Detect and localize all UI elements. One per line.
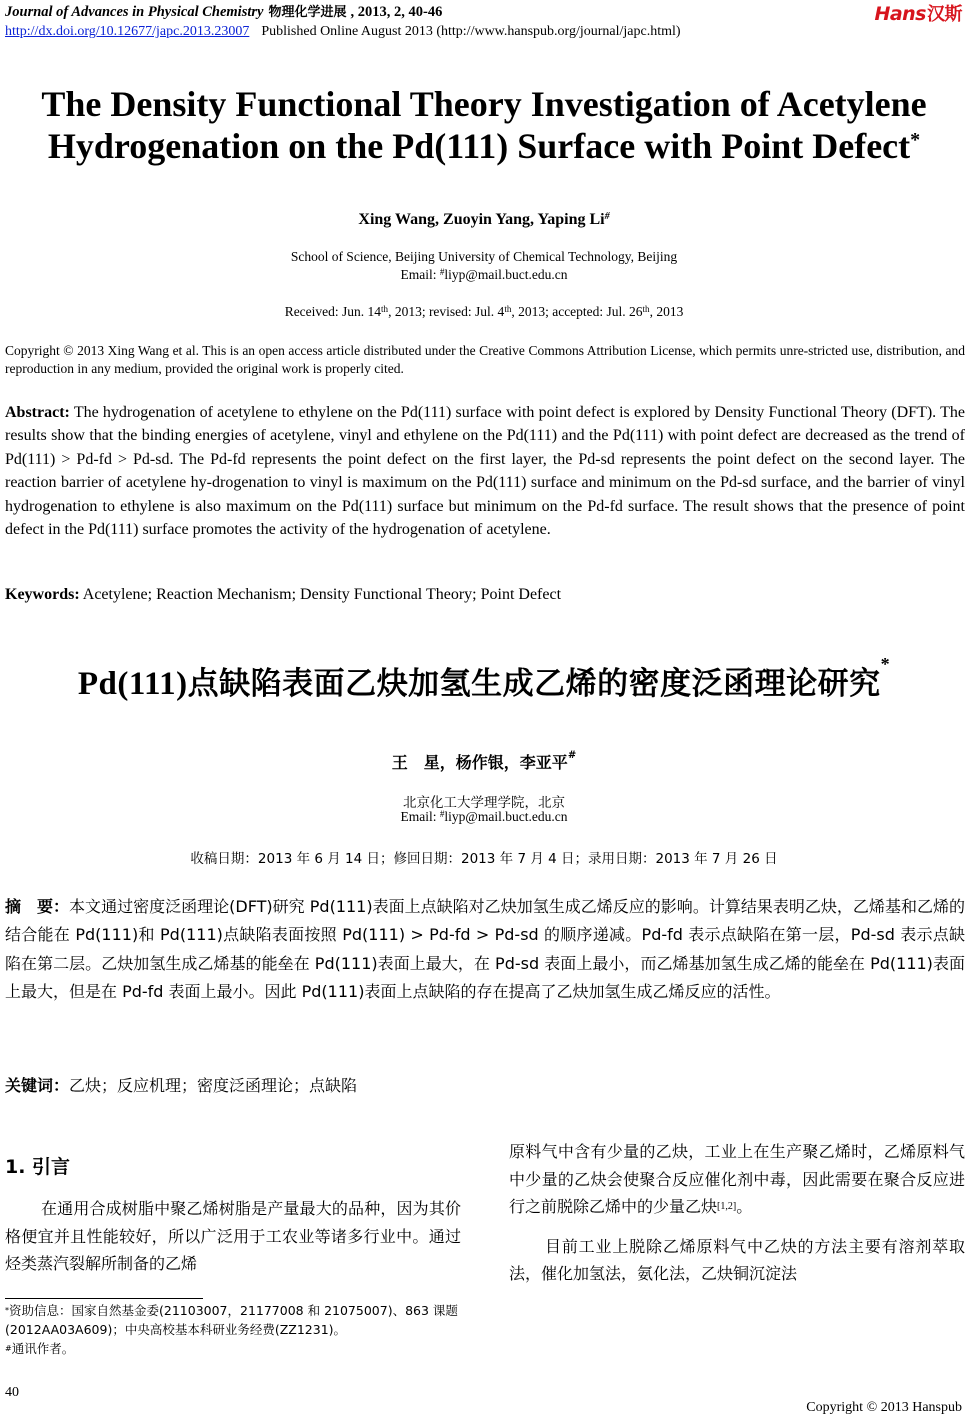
journal-volume: , 2013, 2, 40-46: [350, 4, 443, 20]
title-footnote-mark: *: [910, 129, 921, 151]
body-paragraph: 目前工业上脱除乙烯原料气中乙炔的方法主要有溶剂萃取法，催化加氢法，氨化法，乙炔铜沉淀法: [509, 1236, 965, 1284]
email-address[interactable]: liyp@mail.buct.edu.cn: [444, 267, 568, 282]
cn-paper-title: Pd(111)点缺陷表面乙炔加氢生成乙烯的密度泛函理论研究*: [77, 654, 891, 702]
footnote-rule: [5, 1298, 203, 1299]
citation[interactable]: [1,2]: [717, 1201, 737, 1213]
body-column-left: 在通用合成树脂中聚乙烯树脂是产量最大的品种，因为其价格便宜并且性能较好，所以广泛用于工农业等诸多行业中。通过烃类蒸汽裂解所制备的乙烯: [5, 1199, 461, 1274]
body-column-right: [509, 1138, 965, 1288]
footer-copyright: Copyright © 2013 Hanspub: [806, 1400, 962, 1415]
corresponding-note: #通讯作者。: [5, 1341, 75, 1356]
keywords-text: Acetylene; Reaction Mechanism; Density Functional Theory; Point Defect: [79, 586, 562, 603]
journal-header: [5, 1, 442, 21]
doi-line: [5, 24, 681, 40]
page-number: 40: [5, 1385, 19, 1400]
cn-received-dates: 收稿日期：2013 年 6 月 14 日；修回日期：2013 年 7 月 4 日；录用日期：2013 年 7 月 26 日: [190, 851, 778, 867]
cn-keywords-label: 关键词：: [5, 1076, 70, 1095]
author-list: Xing Wang, Zuoyin Yang, Yaping Li#: [358, 211, 610, 228]
title-line-2: Hydrogenation on the Pd(111) Surface with Point Defect*: [47, 126, 921, 166]
body-paragraph: 原料气中含有少量的乙炔，工业上在生产聚乙烯时，乙烯原料气中少量的乙炔会使聚合反应催化剂中毒，因此需要在聚合反应进行之前脱除乙烯中的少量乙炔[1,2]。: [509, 1142, 965, 1217]
cn-abstract-text: 本文通过密度泛函理论(DFT)研究 Pd(111)表面上点缺陷对乙炔加氢生成乙烯反应的影响。计算结果表明乙炔，乙烯基和乙烯的结合能在 Pd(111)和 Pd(111)点缺陷表面按照 Pd(111) > Pd-fd > Pd-sd 的顺序递减。Pd-fd 表示点缺陷在第一层，Pd-sd 表示点缺陷在第二层。乙炔加氢生成乙烯基的能垒在 Pd(111)表面上最大，在 Pd-sd 表面上最小，而乙烯基加氢生成乙烯的能垒在 Pd(111)表面上最大，但是在 Pd-fd 表面上最小。因此 Pd(111)表面上点缺陷的存在提高了乙炔加氢生成乙烯反应的活性。: [5, 897, 965, 1001]
author-mark: #: [604, 211, 610, 222]
abstract-en: [5, 401, 965, 541]
received-dates: Received: Jun. 14th, 2013; revised: Jul. 4th, 2013; accepted: Jul. 26th, 2013: [284, 304, 684, 319]
abstract-cn: [5, 893, 965, 1006]
publisher-logo: Hans汉斯: [874, 3, 962, 25]
paper-title: [0, 83, 968, 167]
footnote: [5, 1301, 465, 1358]
funding-note: *资助信息：国家自然基金委(21103007，21177008 和 21075007)、863 课题(2012AA03A609)；中央高校基本科研业务经费(ZZ1231)。: [5, 1303, 458, 1337]
title-line-1: The Density Functional Theory Investigation of Acetylene: [41, 84, 927, 124]
keywords-en: [5, 586, 965, 604]
email: Email: #liyp@mail.buct.edu.cn: [400, 267, 568, 282]
abstract-text: The hydrogenation of acetylene to ethylene on the Pd(111) surface with point defect is explored by Density Functional Theory (DFT). The results show that the binding energies of acetylene, vinyl and ethylene on the Pd(111) and the Pd(111) with point defect are decreased as the trend of Pd(111) > Pd-fd > Pd-sd. The Pd-fd represents the point defect on the first layer, the Pd-sd represents the point defect on the second layer. The reaction barrier of acetylene hy-drogenation to vinyl is maximum on the Pd(111) surface and minimum on the Pd-sd surface, and the barrier of vinyl hydrogenation to ethylene is also maximum on the Pd(111) surface but minimum on the Pd-fd surface. The result shows that the presence of point defect in the Pd(111) surface promotes the activity of the hydrogenation of acetylene.: [5, 404, 965, 539]
doi-link[interactable]: http://dx.doi.org/10.12677/japc.2013.23007: [5, 24, 250, 39]
cn-title-mark: *: [880, 654, 891, 674]
license-note: Copyright © 2013 Xing Wang et al. This is an open access article distributed under the Creative Commons Attribution License, which permits unre-stricted use, distribution, and reproduction in any medium, provided the original work is properly cited.: [5, 343, 965, 376]
journal-name-en: Journal of Advances in Physical Chemistry: [5, 4, 264, 20]
cn-affiliation: 北京化工大学理学院，北京: [403, 795, 565, 811]
published-online: Published Online August 2013 (http://www.hanspub.org/journal/japc.html): [261, 24, 681, 39]
affiliation: School of Science, Beijing University of Chemical Technology, Beijing: [290, 249, 678, 264]
abstract-label: Abstract:: [5, 404, 70, 421]
cn-email: Email: #liyp@mail.buct.edu.cn: [400, 809, 568, 824]
cn-abstract-label: 摘 要：: [5, 897, 70, 916]
cn-email-address[interactable]: liyp@mail.buct.edu.cn: [444, 809, 568, 824]
cn-keywords-text: 乙炔；反应机理；密度泛函理论；点缺陷: [69, 1076, 358, 1095]
section-heading: 1. 引言: [5, 1156, 71, 1178]
cn-author-list: 王 星，杨作银，李亚平#: [391, 750, 577, 772]
journal-name-cn: 物理化学进展: [268, 5, 347, 20]
keywords-label: Keywords:: [5, 586, 80, 603]
keywords-cn: [5, 1073, 357, 1096]
